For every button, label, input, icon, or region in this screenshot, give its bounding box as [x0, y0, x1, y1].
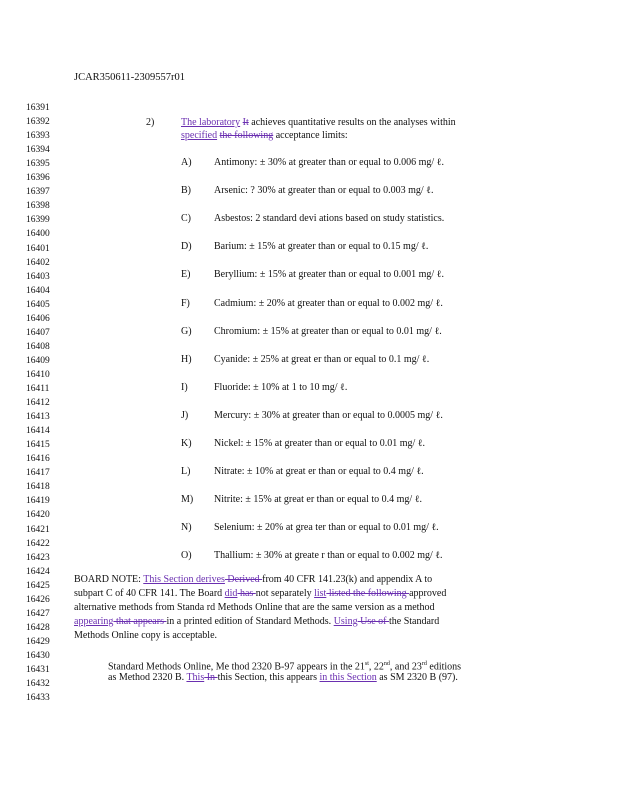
inserted-text: specified	[181, 130, 218, 141]
item2-line2	[181, 129, 348, 143]
line-number: 16392	[26, 117, 50, 128]
board-note-text: subpart C of 40 CFR 141. The Board	[74, 588, 225, 599]
inserted-text: did	[224, 588, 238, 599]
line-number: 16406	[26, 313, 50, 324]
board-note-text: in a printed edition of Standard Methods.	[166, 616, 334, 627]
line-number: 16433	[26, 693, 50, 704]
inserted-text: This	[186, 672, 205, 683]
superscript: st	[364, 661, 369, 667]
deleted-text: the following	[219, 130, 274, 141]
line-number: 16417	[26, 468, 50, 479]
item-text: Thallium: ± 30% at greate r than or equal to 0.002 mg/ ℓ.	[214, 550, 443, 562]
board-note-text: the Standard	[388, 616, 440, 627]
superscript: nd	[383, 661, 390, 667]
item-letter: F)	[181, 297, 190, 309]
deleted-text: has	[237, 588, 256, 599]
item-text: Chromium: ± 15% at greater than or equal to 0.01 mg/ ℓ.	[214, 325, 442, 337]
line-number: 16422	[26, 538, 50, 549]
line-number: 16402	[26, 257, 50, 268]
line-number: 16404	[26, 285, 50, 296]
line-number: 16427	[26, 608, 50, 619]
item-text: Fluoride: ± 10% at 1 to 10 mg/ ℓ.	[214, 381, 348, 393]
board-note-line1	[74, 573, 432, 587]
item-number: 2)	[146, 117, 155, 128]
item-letter: N)	[181, 522, 192, 534]
line-number: 16397	[26, 187, 50, 198]
item-letter: B)	[181, 185, 191, 197]
line-number: 16411	[26, 384, 50, 394]
final-para-text: Standard Methods Online, Me thod 2320 B-97 appears in the 21	[108, 661, 365, 673]
board-note-line2	[74, 587, 446, 601]
item-letter: L)	[181, 466, 191, 478]
line-number: 16403	[26, 271, 50, 282]
inserted-text: list	[314, 588, 327, 599]
inserted-text: Using	[333, 616, 358, 627]
item-text: Nickel: ± 15% at greater than or equal to 0.01 mg/ ℓ.	[214, 438, 426, 449]
line-number: 16424	[26, 566, 50, 577]
item-letter: K)	[181, 438, 192, 449]
item-text: Mercury: ± 30% at greater than or equal to 0.0005 mg/ ℓ.	[214, 409, 443, 421]
item2-text1: achieves quantitative results on the analyses within	[248, 117, 456, 128]
item-text: Cyanide: ± 25% at great er than or equal to 0.1 mg/ ℓ.	[214, 353, 430, 365]
board-note-label: BOARD NOTE:	[74, 574, 144, 585]
board-note-line4	[74, 615, 439, 629]
line-number: 16432	[26, 679, 50, 690]
line-number: 16423	[26, 552, 50, 563]
line-number: 16412	[26, 398, 50, 409]
item-text: Nitrite: ± 15% at great er than or equal to 0.4 mg/ ℓ.	[214, 494, 422, 506]
line-number: 16401	[26, 243, 50, 254]
item2-text2: acceptance limits:	[273, 130, 348, 141]
line-number: 16430	[26, 650, 50, 661]
item-letter: G)	[181, 325, 192, 337]
deleted-text: In	[204, 672, 218, 683]
line-number: 16431	[26, 665, 50, 675]
inserted-text: in this Section	[319, 672, 377, 683]
item-text: Antimony: ± 30% at greater than or equal to 0.006 mg/ ℓ.	[214, 157, 444, 168]
item-letter: E)	[181, 269, 191, 281]
line-number: 16419	[26, 496, 50, 507]
line-number: 16429	[26, 636, 50, 647]
item2-line1	[181, 116, 456, 130]
final-para-text: as Method 2320 B.	[108, 672, 187, 683]
final-para-text: as SM 2320 B (97).	[376, 672, 458, 683]
item-text: Barium: ± 15% at greater than or equal to 0.15 mg/ ℓ.	[214, 241, 429, 253]
item-text: Beryllium: ± 15% at greater than or equal to 0.001 mg/ ℓ.	[214, 269, 444, 281]
item-letter: J)	[181, 409, 189, 421]
final-para-text: this Section, this appears	[217, 672, 320, 683]
item-letter: C)	[181, 213, 191, 225]
line-number: 16398	[26, 201, 50, 212]
line-number: 16413	[26, 412, 50, 423]
item-letter: D)	[181, 241, 192, 253]
line-number: 16393	[26, 131, 50, 142]
line-number: 16399	[26, 215, 50, 226]
deleted-text: listed the following	[326, 588, 410, 599]
line-number: 16409	[26, 355, 50, 366]
document-id: JCAR350611-2309557r01	[74, 72, 186, 83]
line-number: 16400	[26, 229, 50, 240]
line-number: 16420	[26, 510, 50, 521]
item-letter: I)	[181, 381, 188, 393]
final-para-line2	[108, 671, 458, 685]
superscript: rd	[421, 661, 427, 667]
item-letter: H)	[181, 353, 192, 365]
line-number: 16428	[26, 622, 50, 633]
inserted-text: appearing	[74, 616, 114, 627]
line-number: 16408	[26, 341, 50, 352]
line-number: 16426	[26, 594, 50, 605]
board-note-text: not separately	[255, 588, 315, 599]
board-note-line3: alternative methods from Standa rd Methods Online that are the same version as a method	[74, 602, 435, 613]
line-number: 16394	[26, 145, 50, 156]
deleted-text: Use of	[357, 616, 389, 627]
line-number: 16395	[26, 159, 50, 170]
inserted-text: The laboratory	[181, 117, 241, 128]
line-number: 16405	[26, 299, 50, 310]
final-para-text: editions	[426, 661, 462, 673]
line-number: 16414	[26, 426, 50, 437]
final-para-text: , and 23	[389, 661, 422, 673]
deleted-text: that appears	[113, 616, 167, 627]
line-number: 16407	[26, 327, 50, 338]
item-text: Arsenic: ? 30% at greater than or equal to 0.003 mg/ ℓ.	[214, 185, 434, 197]
line-number: 16416	[26, 454, 50, 465]
item-letter: M)	[181, 494, 194, 506]
line-number: 16415	[26, 440, 50, 451]
board-note-text: approved	[409, 588, 447, 599]
item-text: Selenium: ± 20% at grea ter than or equal to 0.01 mg/ ℓ.	[214, 522, 439, 534]
line-number: 16391	[26, 103, 50, 113]
item-letter: O)	[181, 550, 192, 562]
deleted-text: It	[242, 117, 249, 128]
inserted-text: This Section derives	[143, 574, 225, 585]
line-number: 16418	[26, 482, 50, 493]
board-note-text: from 40 CFR 141.23(k) and appendix A to	[262, 574, 433, 585]
line-number: 16421	[26, 524, 50, 535]
item-letter: A)	[181, 157, 192, 168]
item-text: Cadmium: ± 20% at greater than or equal to 0.002 mg/ ℓ.	[214, 297, 443, 309]
line-number: 16425	[26, 580, 50, 591]
item-text: Asbestos: 2 standard devi ations based on study statistics.	[214, 213, 445, 225]
item-text: Nitrate: ± 10% at great er than or equal to 0.4 mg/ ℓ.	[214, 466, 424, 478]
line-number: 16396	[26, 173, 50, 184]
line-number: 16410	[26, 369, 50, 380]
board-note-line5: Methods Online copy is acceptable.	[74, 630, 218, 641]
deleted-text: Derived	[224, 574, 263, 585]
final-para-text: , 22	[368, 661, 384, 673]
